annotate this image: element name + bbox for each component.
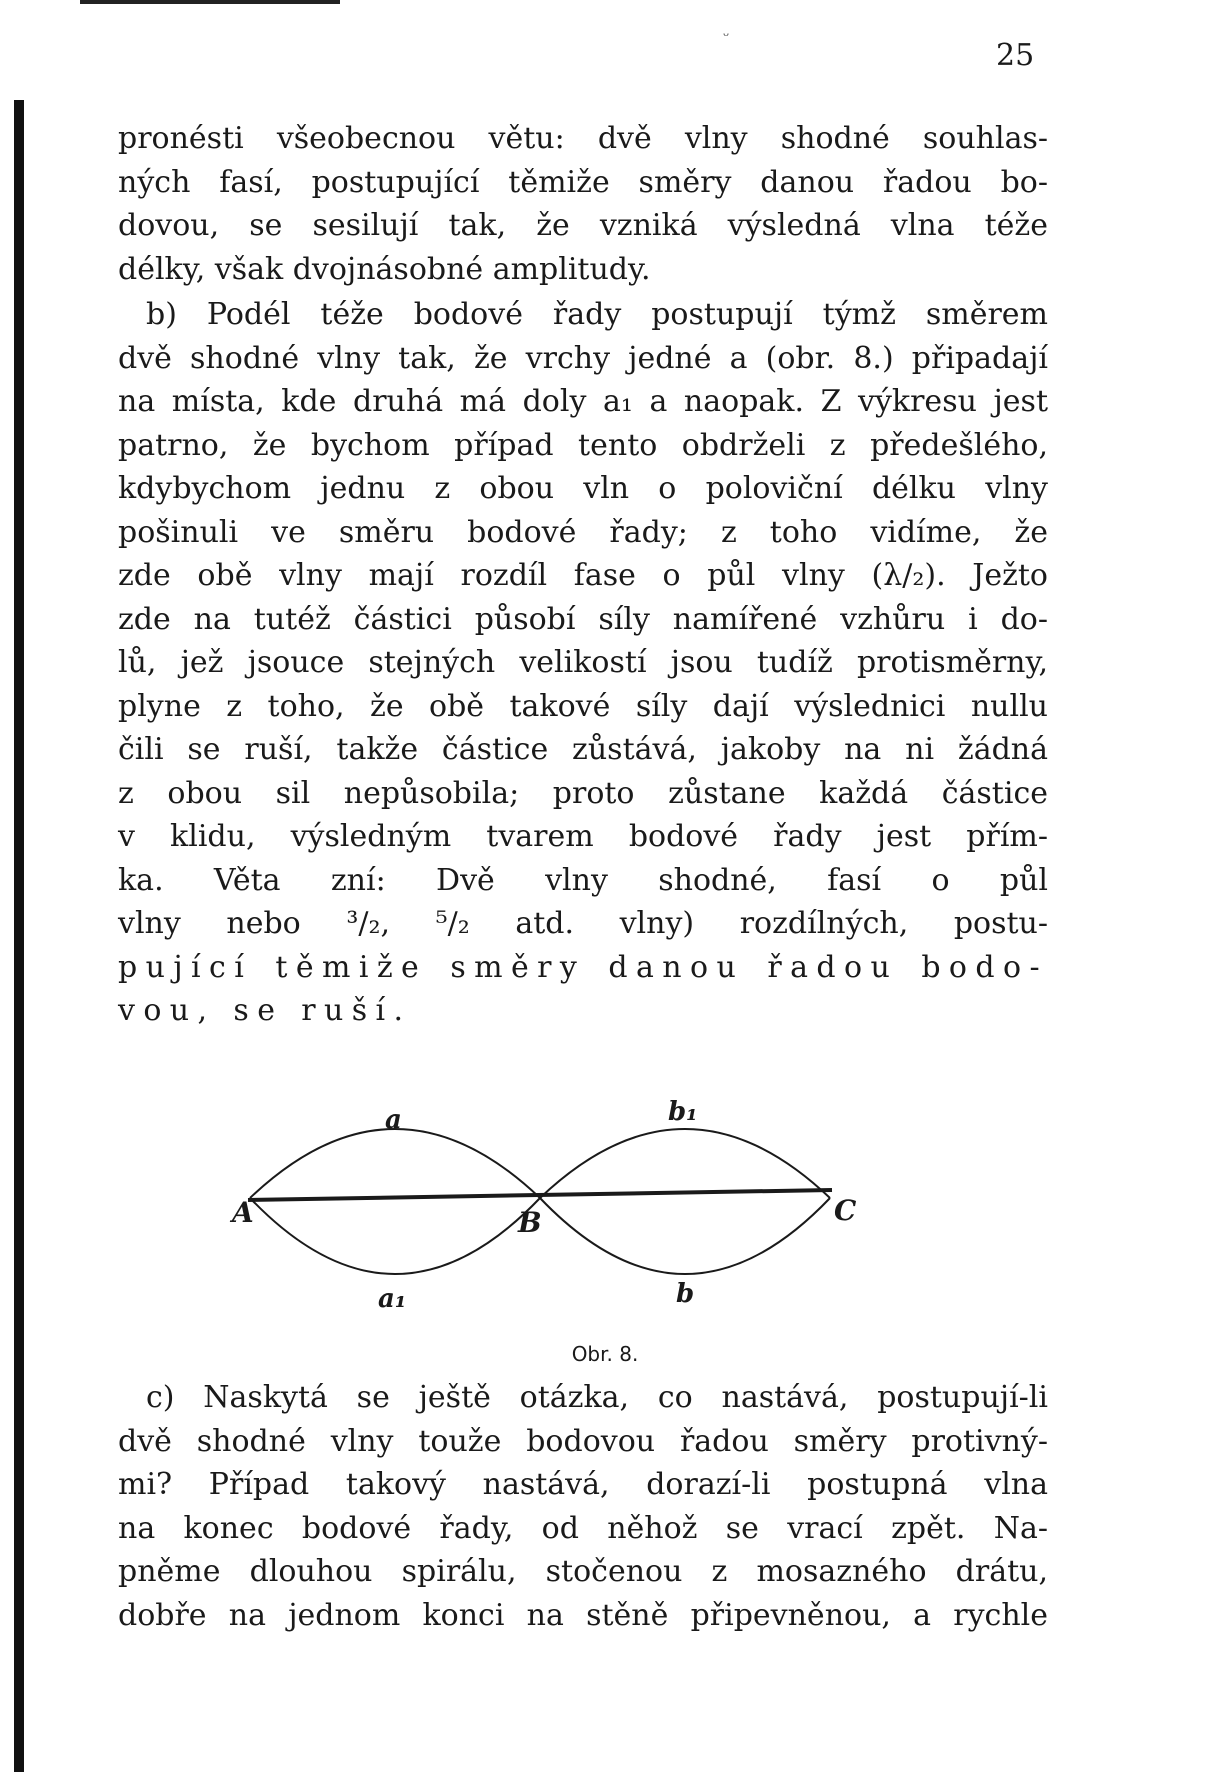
label-a1: a₁: [378, 1284, 407, 1314]
text-line: na místa, kde druhá má doly a₁ a naopak. Z výkresu jest: [118, 384, 1048, 419]
text-line: dvě shodné vlny tak, že vrchy jedné a (obr. 8.) připadají: [118, 340, 1048, 376]
label-A: A: [232, 1196, 254, 1229]
label-b: b: [676, 1279, 695, 1309]
text-line: dobře na jednom konci na stěně připevněnou, a rychle: [118, 1597, 1048, 1633]
figure-caption: Obr. 8.: [571, 1342, 639, 1366]
text-line: vlny nebo ³/₂, ⁵/₂ atd. vlny) rozdílných, postu-: [118, 906, 1048, 941]
text-line: c) Naskytá se ještě otázka, co nastává, postupují-li: [146, 1380, 1048, 1415]
text-line: dvě shodné vlny touže bodovou řadou směry protivný-: [118, 1423, 1048, 1459]
paragraph-3: [118, 1376, 1048, 1637]
scan-edge-bar: [14, 100, 24, 1772]
scan-speck: ᵕ: [723, 26, 730, 45]
wave-crest-b1: [540, 1129, 830, 1198]
paragraph-2: [118, 293, 1048, 1033]
text-line: ka. Věta zní: Dvě vlny shodné, fasí o půl: [118, 862, 1048, 898]
text-line: lů, jež jsouce stejných velikostí jsou tudíž protisměrny,: [118, 645, 1048, 680]
wave-crest-a: [250, 1129, 540, 1198]
text-line: dovou, se sesilují tak, že vzniká výsledná vlna téže: [118, 208, 1048, 243]
paragraph-1: [118, 117, 1048, 291]
text-line: délky, však dvojnásobné amplitudy.: [118, 251, 651, 287]
text-line: čili se ruší, takže částice zůstává, jakoby na ni žádná: [118, 732, 1048, 767]
wave-trough-a1: [250, 1198, 540, 1274]
text-line: plyne z toho, že obě takové síly dají výslednici nullu: [118, 688, 1048, 724]
text-line: z obou sil nepůsobila; proto zůstane každá částice: [118, 775, 1048, 811]
text-line: na konec bodové řady, od něhož se vrací zpět. Na-: [118, 1510, 1048, 1546]
text-line: ných fasí, postupující těmiže směry danou řadou bo-: [118, 164, 1048, 200]
page-number: 25: [996, 38, 1035, 73]
text-line: vou, se ruší.: [118, 993, 412, 1028]
label-B: B: [518, 1206, 542, 1239]
label-b1: b₁: [668, 1097, 698, 1127]
text-line: patrno, že bychom případ tento obdrželi z předešlého,: [118, 427, 1048, 463]
text-line: pošinuli ve směru bodové řady; z toho vidíme, že: [118, 514, 1048, 550]
wave-trough-b: [540, 1198, 830, 1274]
text-line: b) Podél téže bodové řady postupují týmž směrem: [146, 297, 1048, 332]
text-line: pující těmiže směry danou řadou bodo-: [118, 949, 1048, 985]
text-line: pněme dlouhou spirálu, stočenou z mosazného drátu,: [118, 1554, 1048, 1589]
text-line: zde obě vlny mají rozdíl fase o půl vlny (λ/₂). Ježto: [118, 558, 1048, 593]
text-line: pronésti všeobecnou větu: dvě vlny shodné souhlas-: [118, 121, 1048, 156]
label-a: a: [385, 1105, 402, 1135]
label-C: C: [834, 1194, 857, 1227]
top-rule: [80, 0, 340, 4]
wave-diagram: [220, 1040, 960, 1330]
wave-figure: [220, 1040, 960, 1330]
text-line: zde na tutéž částici působí síly namířené vzhůru i do-: [118, 601, 1048, 637]
text-line: kdybychom jednu z obou vln o poloviční délku vlny: [118, 471, 1048, 506]
text-line: mi? Případ takový nastává, dorazí-li postupná vlna: [118, 1467, 1048, 1502]
text-line: v klidu, výsledným tvarem bodové řady jest přím-: [118, 819, 1048, 854]
